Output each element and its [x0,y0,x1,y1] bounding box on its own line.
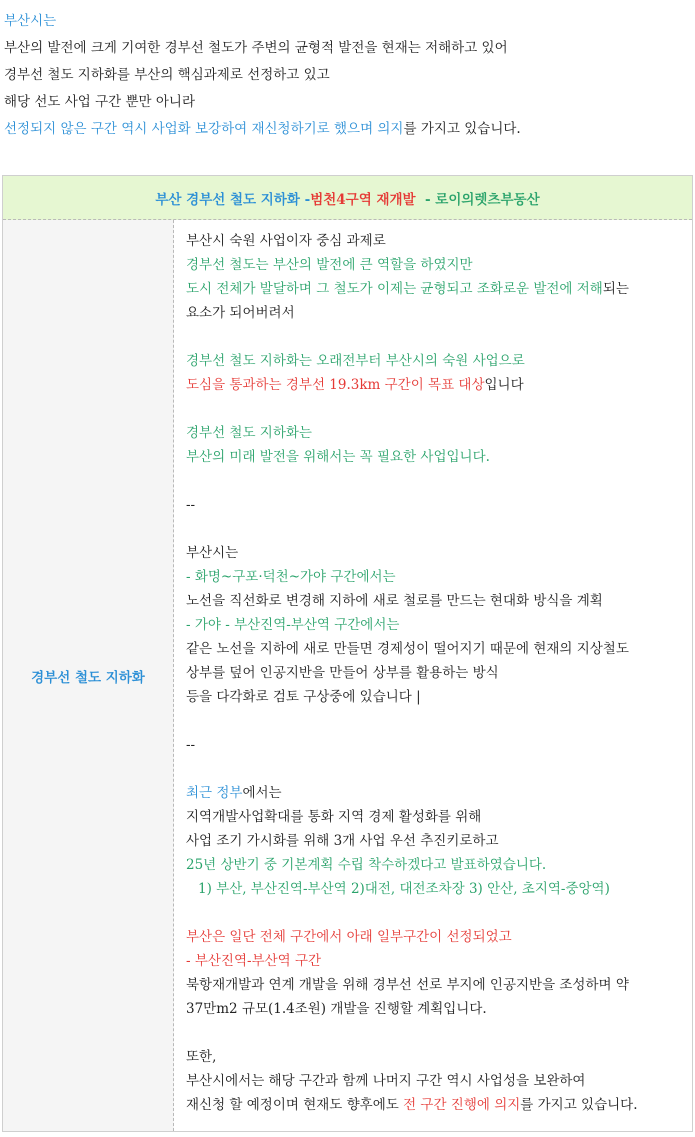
content-line: 사업 조기 가시화를 위해 3개 사업 우선 추진키로하고 [186,833,499,849]
content-line: 부산시 숙원 사업이자 중심 과제로 [186,233,386,249]
content-line: 요소가 되어버려서 [186,305,295,321]
content-line: 도시 전체가 발달하며 그 철도가 이제는 균형되고 조화로운 발전에 저해되는 [186,281,629,297]
content-line: 지역개발사업확대를 통화 지역 경제 활성화를 위해 [186,809,482,825]
content-line: 1) 부산, 부산진역-부산역 2)대전, 대전조차장 3) 안산, 초지역-중앙역) [198,881,610,897]
spacer [186,709,686,733]
content-line: 25년 상반기 중 기본계획 수립 착수하겠다고 발표하였습니다. [186,857,547,873]
content-line: 경부선 철도 지하화는 [186,425,312,441]
content-line: 등을 다각화로 검토 구상중에 있습니다 | [186,689,421,705]
content-line: 37만m2 규모(1.4조원) 개발을 진행할 계획입니다. [186,1001,487,1017]
table-header [3,176,692,220]
spacer [186,757,686,781]
content-line: 부산시는 [186,545,239,561]
info-table [2,175,693,1132]
row-label: 경부선 철도 지하화 [3,220,174,1131]
intro-text [0,0,695,143]
content-line: - 부산진역-부산역 구간 [186,953,322,969]
spacer [186,397,686,421]
intro-line: 부산시는 [4,13,57,29]
intro-line: 부산의 발전에 크게 기여한 경부선 철도가 주변의 균형적 발전을 현재는 저해하고 있어 [4,40,508,56]
content-line: 또한, [186,1049,217,1065]
intro-line: 경부선 철도 지하화를 부산의 핵심과제로 선정하고 있고 [4,67,330,83]
spacer [186,469,686,493]
header-title: 부산 경부선 철도 지하화 - [155,191,311,208]
content-line: 상부를 덮어 인공지반을 만들어 상부를 활용하는 방식 [186,665,499,681]
content-line: 같은 노선을 지하에 새로 만들면 경제성이 떨어지기 때문에 현재의 지상철도 [186,641,629,657]
header-source: - 로이의렛츠부동산 [415,191,540,208]
header-highlight: 범천4구역 재개발 [310,191,416,208]
intro-line: 해당 선도 사업 구간 뿐만 아니라 [4,94,195,110]
content-line: 경부선 철도 지하화는 오래전부터 부산시의 숙원 사업으로 [186,353,525,369]
content-line: 북항재개발과 연계 개발을 위해 경부선 선로 부지에 인공지반을 조성하며 약 [186,977,629,993]
content-line: 경부선 철도는 부산의 발전에 큰 역할을 하였지만 [186,257,473,273]
content-line: 도심을 통과하는 경부선 19.3km 구간이 목표 대상입니다 [186,377,524,393]
intro-line: 선정되지 않은 구간 역시 사업화 보강하여 재신청하기로 했으며 의지를 가지고 있습니다. [4,121,521,137]
spacer [186,325,686,349]
spacer [186,517,686,541]
separator: -- [186,497,196,513]
spacer [186,901,686,925]
separator: -- [186,737,196,753]
content-line: 노선을 직선화로 변경해 지하에 새로 철로를 만드는 현대화 방식을 계획 [186,593,603,609]
row-content [174,220,692,1131]
content-line: 부산은 일단 전체 구간에서 아래 일부구간이 선정되었고 [186,929,512,945]
content-line: - 가야 - 부산진역-부산역 구간에서는 [186,617,400,633]
content-line: 재신청 할 예정이며 현재도 향후에도 전 구간 진행에 의지를 가지고 있습니다. [186,1097,638,1113]
content-line: 부산시에서는 해당 구간과 함께 나머지 구간 역시 사업성을 보완하여 [186,1073,586,1089]
content-line: - 화명~구포·덕천~가야 구간에서는 [186,569,396,585]
table-body [3,220,692,1131]
content-line: 최근 정부에서는 [186,785,282,801]
content-line: 부산의 미래 발전을 위해서는 꼭 필요한 사업입니다. [186,449,490,465]
spacer [186,1021,686,1045]
